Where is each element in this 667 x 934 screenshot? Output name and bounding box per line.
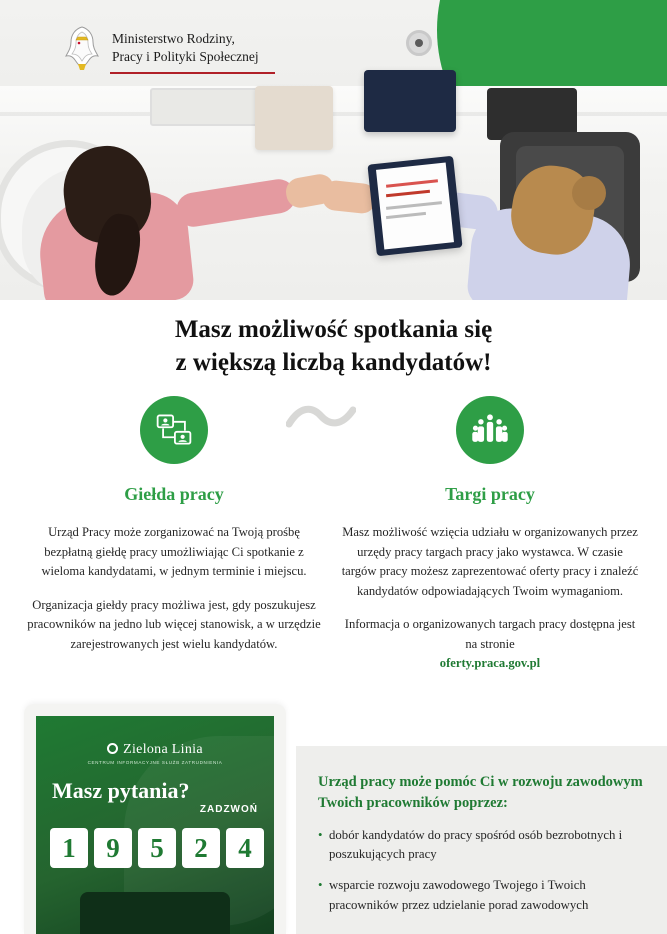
zielona-linia-logo (36, 742, 274, 765)
promo-question: Masz pytania? (52, 778, 190, 803)
zielona-linia-subtitle: CENTRUM INFORMACYJNE SŁUŻB ZATRUDNIENIA (87, 760, 223, 765)
polish-eagle-icon (62, 24, 102, 72)
phone-digit: 5 (138, 828, 176, 868)
page-title (0, 314, 667, 379)
ministry-name (112, 24, 259, 66)
people-group-icon (456, 396, 524, 464)
employer-support-list (318, 826, 654, 927)
ministry-line-1: Ministerstwo Rodziny, (112, 31, 235, 46)
zielona-linia-name (36, 742, 274, 758)
promo-call-label: ZADZWOŃ (199, 804, 258, 815)
section-targi-pracy (340, 396, 640, 674)
paragraph (340, 615, 640, 674)
zielona-linia-dot-icon (107, 743, 118, 754)
section-gielda-pracy (24, 396, 324, 654)
section-title-targi: Targi pracy (445, 484, 535, 504)
zielona-linia-banner (36, 716, 274, 934)
folder-icon (364, 70, 456, 132)
webcam-icon (406, 30, 432, 56)
list-item: • wsparcie rozwoju zawodowego Twojego i Twoich pracowników przez udzielanie porad zawodowych (318, 876, 654, 914)
phone-number (50, 828, 264, 868)
job-fair-meeting-icon (140, 396, 208, 464)
ministry-line-2: Pracy i Polityki Społecznej (112, 49, 259, 65)
brand-text: Zielona Linia (123, 742, 203, 757)
section-title-gielda: Giełda pracy (124, 484, 224, 504)
ministry-logo (62, 24, 259, 72)
logo-underline (110, 72, 275, 74)
headline-line-2: z większą liczbą kandydatów! (175, 348, 492, 376)
paragraph: Organizacja giełdy pracy możliwa jest, gdy poszukujesz pracowników na jedno lub więcej stanowisk, a w urzędzie zarejestrowanych jest wielu kandydatów. (27, 597, 321, 651)
section-body-targi (340, 523, 640, 674)
paragraph: Urząd Pracy może zorganizować na Twoją prośbę bezpłatną giełdę pracy umożliwiając Ci spotkanie z wieloma kandydatami, w jednym terminie i miejscu. (41, 525, 307, 579)
paragraph-text: Informacja o organizowanych targach pracy dostępna jest na stronie (344, 617, 636, 651)
phone-digit: 9 (94, 828, 132, 868)
phone-digit: 2 (182, 828, 220, 868)
phone-digit: 4 (226, 828, 264, 868)
paragraph: Masz możliwość wzięcia udziału w organizowanych przez urzędy pracy targach pracy jako wystawca. W czasie targów pracy możesz zaprezentować oferty pracy i znaleźć kandydatów odpowiadających Twoim wymaganiom. (341, 525, 639, 598)
employer-support-title: Urząd pracy może pomóc Ci w rozwoju zawodowym Twoich pracowników poprzez: (318, 774, 643, 812)
person-right-bun (572, 176, 606, 210)
phone-digit: 1 (50, 828, 88, 868)
list-item: • dobór kandydatów do pracy spośród osób bezrobotnych i poszukujących pracy (318, 826, 654, 864)
oferty-praca-link[interactable]: oferty.praca.gov.pl (439, 656, 541, 671)
section-body-gielda (24, 523, 324, 654)
hand-phone-photo (80, 892, 230, 934)
laptop-icon (255, 86, 333, 150)
headline-line-1: Masz możliwość spotkania się (174, 316, 493, 343)
